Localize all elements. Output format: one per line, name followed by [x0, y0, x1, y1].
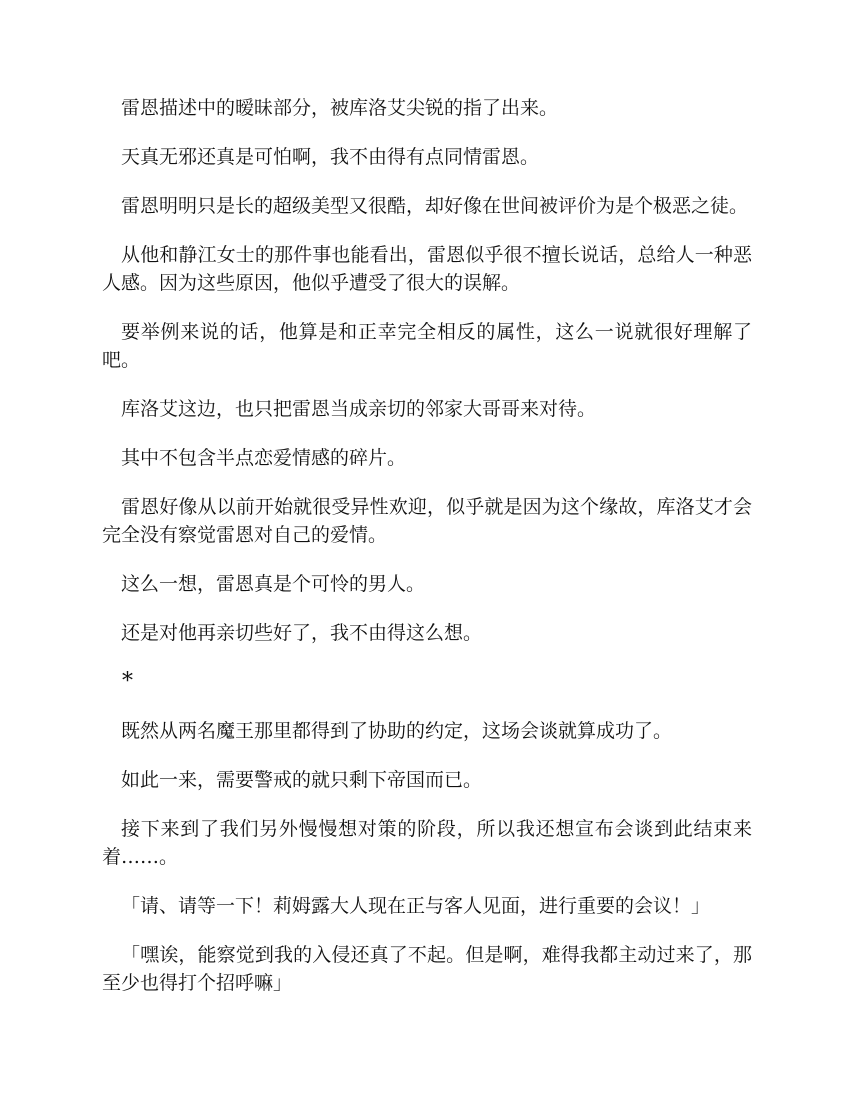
dialogue-paragraph: 「嘿诶，能察觉到我的入侵还真了不起。但是啊，难得我都主动过来了，那至少也得打个招呼嘛」	[102, 944, 752, 994]
paragraph: 天真无邪还真是可怕啊，我不由得有点同情雷恩。	[121, 146, 540, 168]
paragraph: 要举例来说的话，他算是和正幸完全相反的属性，这么一说就很好理解了吧。	[102, 321, 752, 371]
paragraph: 这么一想，雷恩真是个可怜的男人。	[121, 573, 426, 595]
paragraph: 还是对他再亲切些好了，我不由得这么想。	[121, 622, 483, 644]
paragraph: 雷恩描述中的暧昧部分，被库洛艾尖锐的指了出来。	[121, 97, 559, 119]
document-page	[102, 94, 752, 1018]
dialogue-paragraph: 「请、请等一下！莉姆露大人现在正与客人见面，进行重要的会议！」	[121, 895, 711, 917]
paragraph: 雷恩明明只是长的超级美型又很酷，却好像在世间被评价为是个极恶之徒。	[121, 195, 749, 217]
paragraph: 库洛艾这边，也只把雷恩当成亲切的邻家大哥哥来对待。	[121, 398, 597, 420]
paragraph: 如此一来，需要警戒的就只剩下帝国而已。	[121, 769, 483, 791]
paragraph: 雷恩好像从以前开始就很受异性欢迎，似乎就是因为这个缘故，库洛艾才会完全没有察觉雷恩对自己的爱情。	[102, 496, 752, 546]
section-break: *	[122, 669, 133, 694]
paragraph: 接下来到了我们另外慢慢想对策的阶段，所以我还想宣布会谈到此结束来着……。	[102, 818, 752, 868]
paragraph: 其中不包含半点恋爱情感的碎片。	[121, 447, 407, 469]
paragraph: 既然从两名魔王那里都得到了协助的约定，这场会谈就算成功了。	[121, 720, 673, 742]
paragraph: 从他和静江女士的那件事也能看出，雷恩似乎很不擅长说话，总给人一种恶人感。因为这些原因，他似乎遭受了很大的误解。	[102, 244, 752, 294]
